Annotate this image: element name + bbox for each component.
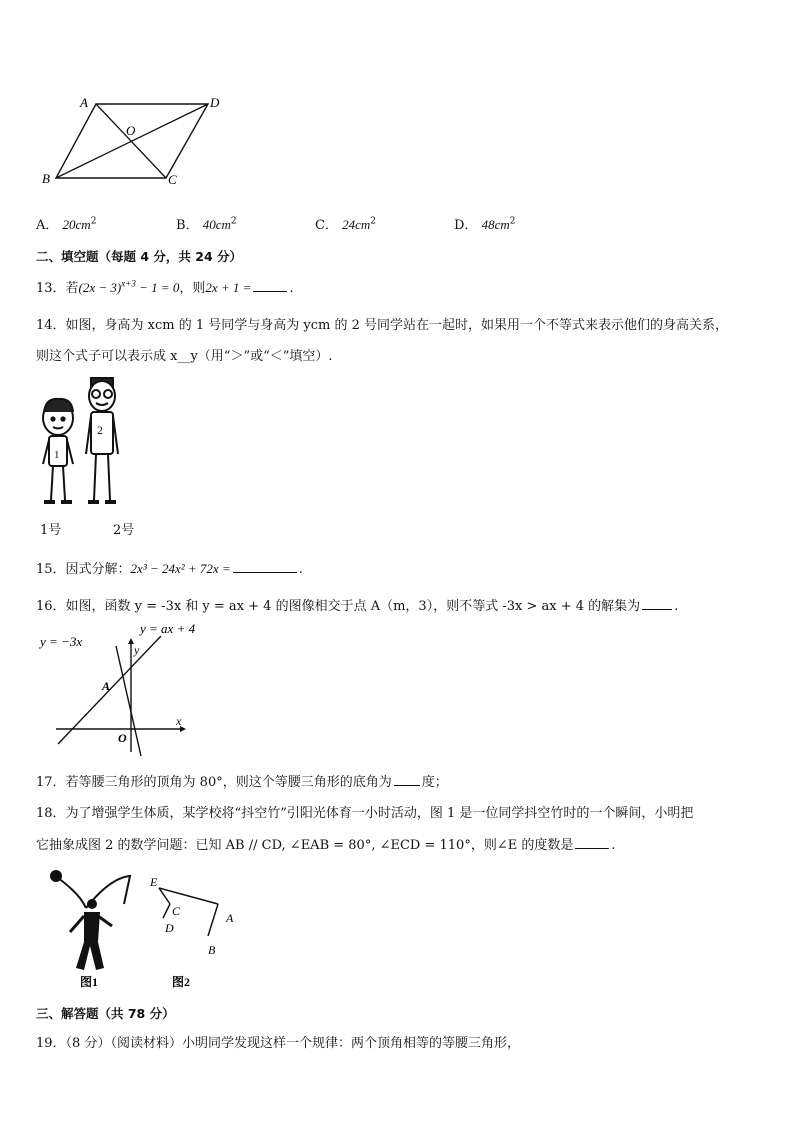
q15-end: . xyxy=(298,562,303,577)
point-c-label: C xyxy=(172,904,181,918)
question-18-line-1: 18．为了增强学生体质，某学校将“抖空竹”引阳光体育一小时活动，图 1 是一位同学抖空竹时的一个瞬间，小明把 xyxy=(36,806,694,821)
section-heading-solutions: 三、解答题（共 78 分） xyxy=(36,1006,175,1021)
q13-exponent: x+3 xyxy=(121,278,136,289)
q16-end: . xyxy=(674,599,679,614)
section-heading-fill-in: 二、填空题（每题 4 分，共 24 分） xyxy=(36,249,243,264)
option-c-exp: 2 xyxy=(370,216,376,227)
q18-end: . xyxy=(611,838,616,853)
q17-end: 度； xyxy=(421,775,448,790)
point-e-label: E xyxy=(150,875,158,889)
question-19: 19．（8 分）（阅读材料）小明同学发现这样一个规律：两个顶角相等的等腰三角形， xyxy=(36,1036,520,1051)
question-17 xyxy=(36,771,448,790)
student-1-label: 1号 xyxy=(40,523,62,538)
option-c-value: 24cm xyxy=(342,217,371,232)
figure-2-caption: 图2 xyxy=(172,975,191,989)
label-d: D xyxy=(210,95,220,110)
option-b[interactable] xyxy=(176,214,237,233)
option-b-letter: B． xyxy=(176,218,199,233)
option-d-value: 48cm xyxy=(481,217,510,232)
point-b-label: B xyxy=(208,943,216,957)
option-a-letter: A． xyxy=(36,218,59,233)
q15-number: 15．因式分解： xyxy=(36,562,131,577)
students-figure xyxy=(36,372,128,510)
graph-label-left: y = −3x xyxy=(40,634,83,649)
option-d[interactable] xyxy=(454,214,515,233)
point-a-label: A xyxy=(102,679,111,693)
q15-expression: 2x³ − 24x² + 72x = xyxy=(130,561,231,576)
option-a-exp: 2 xyxy=(90,216,97,227)
point-a-label-fig2: A xyxy=(226,911,234,925)
option-b-exp: 2 xyxy=(230,216,237,227)
q18-line-2-text: 它抽象成图 2 的数学问题：已知 AB // CD, ∠EAB = 80°, ∠ECD = 110°，则∠E 的度数是 xyxy=(36,838,574,853)
q18-answer-blank[interactable] xyxy=(575,836,609,849)
label-o: O xyxy=(126,123,136,138)
graph-label-right: y = ax + 4 xyxy=(140,621,196,636)
q13-answer-blank[interactable] xyxy=(253,279,287,292)
figure-1-caption: 图1 xyxy=(80,975,99,989)
question-13 xyxy=(36,277,294,296)
q13-mid: ，则 xyxy=(179,281,206,296)
question-14-line-2: 则这个式子可以表示成 x__y（用“＞”或“＜”填空）. xyxy=(36,349,333,364)
label-a: A xyxy=(80,95,88,110)
diabolo-figures xyxy=(40,864,250,992)
parallelogram-figure xyxy=(38,92,228,192)
q13-base: (2x − 3) xyxy=(78,280,122,295)
option-b-value: 40cm xyxy=(202,217,231,232)
linear-functions-graph xyxy=(38,618,198,758)
diabolo-player-icon xyxy=(50,870,130,970)
label-c: C xyxy=(168,172,177,187)
diagonal-bd xyxy=(56,104,208,178)
option-a[interactable] xyxy=(36,214,96,233)
svg-text:1: 1 xyxy=(54,449,60,461)
question-16 xyxy=(36,595,678,614)
q16-text: 16．如图，函数 y = -3x 和 y = ax + 4 的图像相交于点 A（m，3），则不等式 -3x > ax + 4 的解集为 xyxy=(36,599,641,614)
q13-expression: 2x + 1 = xyxy=(205,280,252,295)
q15-answer-blank[interactable] xyxy=(233,560,297,573)
q17-text: 17．若等腰三角形的顶角为 80°，则这个等腰三角形的底角为 xyxy=(36,775,392,790)
q13-number: 13．若 xyxy=(36,281,79,296)
option-c-letter: C． xyxy=(315,218,338,233)
q16-answer-blank[interactable] xyxy=(642,597,672,610)
point-d-label: D xyxy=(165,921,174,935)
axis-y-label: y xyxy=(134,643,140,657)
svg-text:2: 2 xyxy=(97,423,103,437)
label-b: B xyxy=(42,171,50,186)
q17-answer-blank[interactable] xyxy=(394,773,420,786)
question-15 xyxy=(36,558,303,577)
question-18-line-2 xyxy=(36,834,615,853)
student-2-label: 2号 xyxy=(113,523,135,538)
origin-label: O xyxy=(118,731,127,745)
question-14-line-1: 14．如图，身高为 xcm 的 1 号同学与身高为 ycm 的 2 号同学站在一起时，如果用一个不等式来表示他们的身高关系， xyxy=(36,318,729,333)
q13-equation: − 1 = 0 xyxy=(135,280,180,295)
student-1-icon xyxy=(43,399,73,502)
option-d-letter: D． xyxy=(454,218,478,233)
q13-end: . xyxy=(289,281,294,296)
option-c[interactable] xyxy=(315,214,376,233)
student-2-icon xyxy=(86,378,118,502)
axis-x-label: x xyxy=(176,714,182,728)
option-a-value: 20cm xyxy=(62,217,91,232)
option-d-exp: 2 xyxy=(509,216,516,227)
